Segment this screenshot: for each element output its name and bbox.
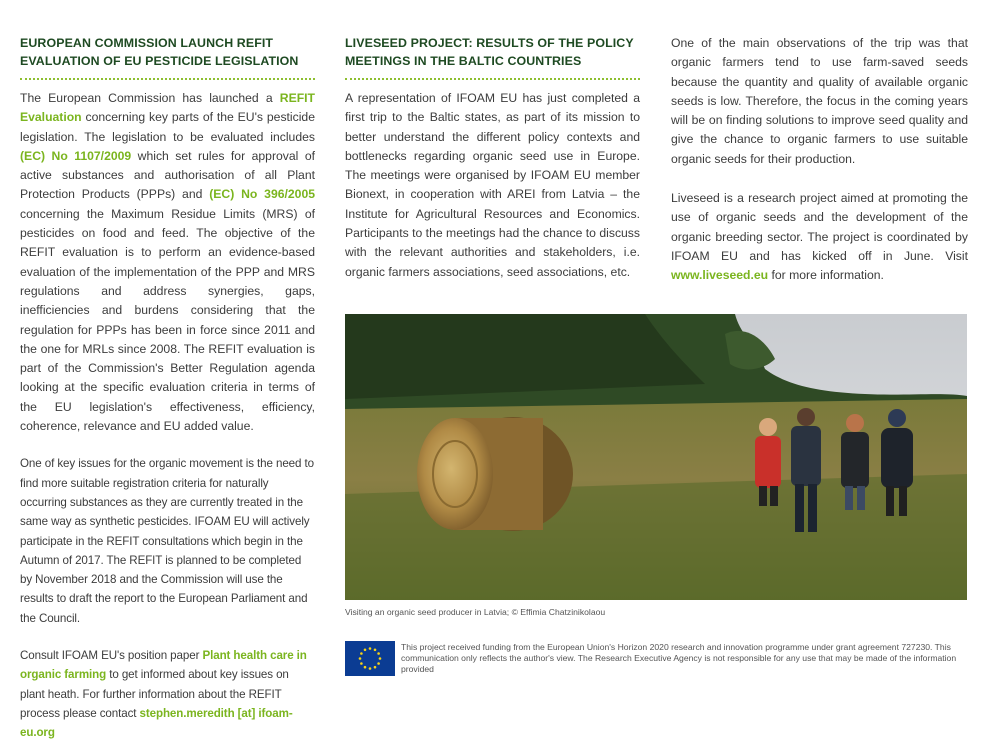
person-legs	[759, 486, 767, 506]
eu-flag-icon	[345, 641, 395, 676]
refit-evaluation-link[interactable]: REFIT Evaluation	[20, 91, 315, 125]
regulation-396-link[interactable]: (EC) No 396/2005	[209, 187, 315, 202]
person-red-jacket	[755, 436, 781, 488]
person-legs	[770, 486, 778, 506]
text-run: to get informed about key issues on plant heath. For further information about the REFIT process please contact	[20, 668, 289, 720]
regulation-1107-link[interactable]: (EC) No 1107/2009	[20, 148, 132, 163]
article-refit-heading	[20, 34, 315, 70]
person-legs	[808, 484, 817, 532]
text-run: concerning key parts of the EU's pesticide legislation. The legislation to be evaluated includes	[20, 110, 315, 144]
article-liveseed	[345, 34, 640, 282]
eu-stars-icon	[345, 641, 395, 676]
hay-bale	[417, 418, 493, 530]
article-refit-paragraph-2: One of key issues for the organic movement is the need to find more suitable registration criteria for naturally occurring substances as they are currently treated in the same way as synthetic pesticides. IFOAM EU will actively participate in the REFIT consultations which begin in the Autumn of 2017. The REFIT is planned to be completed by November 2018 and the Commission will use the results to draft the report to the European Parliament and the Council.	[20, 457, 314, 625]
liveseed-website-link[interactable]: www.liveseed.eu	[671, 268, 769, 283]
text-run: Liveseed is a research project aimed at promoting the use of organic seeds and the development of the organic breeding sector. The project is coordinated by IFOAM EU and has kicked off in June. Visit	[671, 191, 968, 263]
person-legs	[886, 486, 894, 516]
plant-health-paper-link[interactable]: Plant health care in organic farming	[20, 649, 307, 682]
text-run: The European Commission has launched a	[20, 91, 280, 105]
text-run: for more information.	[768, 268, 884, 283]
paragraph-gap	[671, 169, 968, 189]
photo-illustration	[345, 314, 967, 600]
person-hat	[888, 409, 906, 427]
contact-email-link[interactable]: stephen.meredith [at] ifoam-eu.org	[20, 706, 293, 740]
heading-line-1: LIVESEED PROJECT: RESULTS OF THE POLICY	[345, 36, 634, 50]
person-legs	[899, 486, 907, 516]
person-legs	[795, 484, 804, 532]
person-black-coat	[841, 432, 869, 488]
person-dark-jacket	[791, 426, 821, 486]
person-legs	[845, 486, 853, 510]
article-liveseed-paragraph-3	[671, 189, 968, 285]
person-legs	[857, 486, 865, 510]
article-refit-paragraph-1	[20, 89, 315, 436]
person-head	[759, 418, 777, 436]
text-run: concerning the Maximum Residue Limits (MRS) of pesticides on food and feed. The objective of the REFIT evaluation is to perform an evidence-based evaluation of the implementation of the PPP and MRS regulations and address synergies, gaps, inefficiencies and burdens considering that the regulation for PPPs has been in force since 2011 and the one for MRLs since 2008. The REFIT evaluation is part of the Commission's Better Regulation agenda looking at the specific evaluation criteria in terms of the EU legislation's effectiveness, efficiency, coherence, relevance and EU added value.	[20, 206, 315, 434]
paragraph-gap	[20, 628, 315, 646]
funding-disclaimer: This project received funding from the European Union's Horizon 2020 research and innovation programme under grant agreement 727230. This communication only reflects the author's view. The Research Executive Agency is not responsible for any use that may be made of the information provided	[401, 642, 957, 674]
article-liveseed-paragraph-2: One of the main observations of the trip was that organic farmers tend to use farm-saved seeds because the quantity and quality of available organic seeds is low. Therefore, the focus in the coming years will be on finding solutions to improve seed quality and give the chance to organic farmers to use suitable organic seeds for their production.	[671, 36, 968, 166]
article-refit-paragraph-3	[20, 646, 315, 742]
article-liveseed-heading	[345, 34, 640, 70]
text-run: Consult IFOAM EU's position paper	[20, 649, 203, 663]
person-hat-coat	[881, 428, 913, 488]
heading-line-2: EVALUATION OF EU PESTICIDE LEGISLATION	[20, 54, 299, 68]
article-liveseed-paragraph-1: A representation of IFOAM EU has just completed a first trip to the Baltic states, as part of its mission to better understand the different policy contexts and bottlenecks regarding organic seed use in Europe. The meetings were organised by IFOAM EU member Bionext, in cooperation with AREI from Latvia – the Institute for Agricultural Resources and Economics. Participants to the meetings had the chance to discuss with the relevant authorities and stakeholders, i.e. organic farmers associations, seed associations, etc.	[345, 91, 640, 279]
dotted-divider	[20, 78, 315, 80]
heading-line-2: MEETINGS IN THE BALTIC COUNTRIES	[345, 54, 582, 68]
text-run: which set rules for approval of active substances and authorisation of all Plant Protection Products (PPPs) and	[20, 148, 315, 202]
article-refit	[20, 34, 315, 743]
person-head	[797, 408, 815, 426]
tree-shadow	[345, 314, 705, 399]
field-hay-bale-photo	[345, 314, 967, 600]
heading-line-1: EUROPEAN COMMISSION LAUNCH REFIT	[20, 36, 274, 50]
article-liveseed-continued	[671, 34, 968, 286]
photo-caption: Visiting an organic seed producer in Latvia; © Effimia Chatzinikolaou	[345, 607, 606, 617]
dotted-divider	[345, 78, 640, 80]
person-head	[846, 414, 864, 432]
paragraph-gap	[20, 436, 315, 454]
